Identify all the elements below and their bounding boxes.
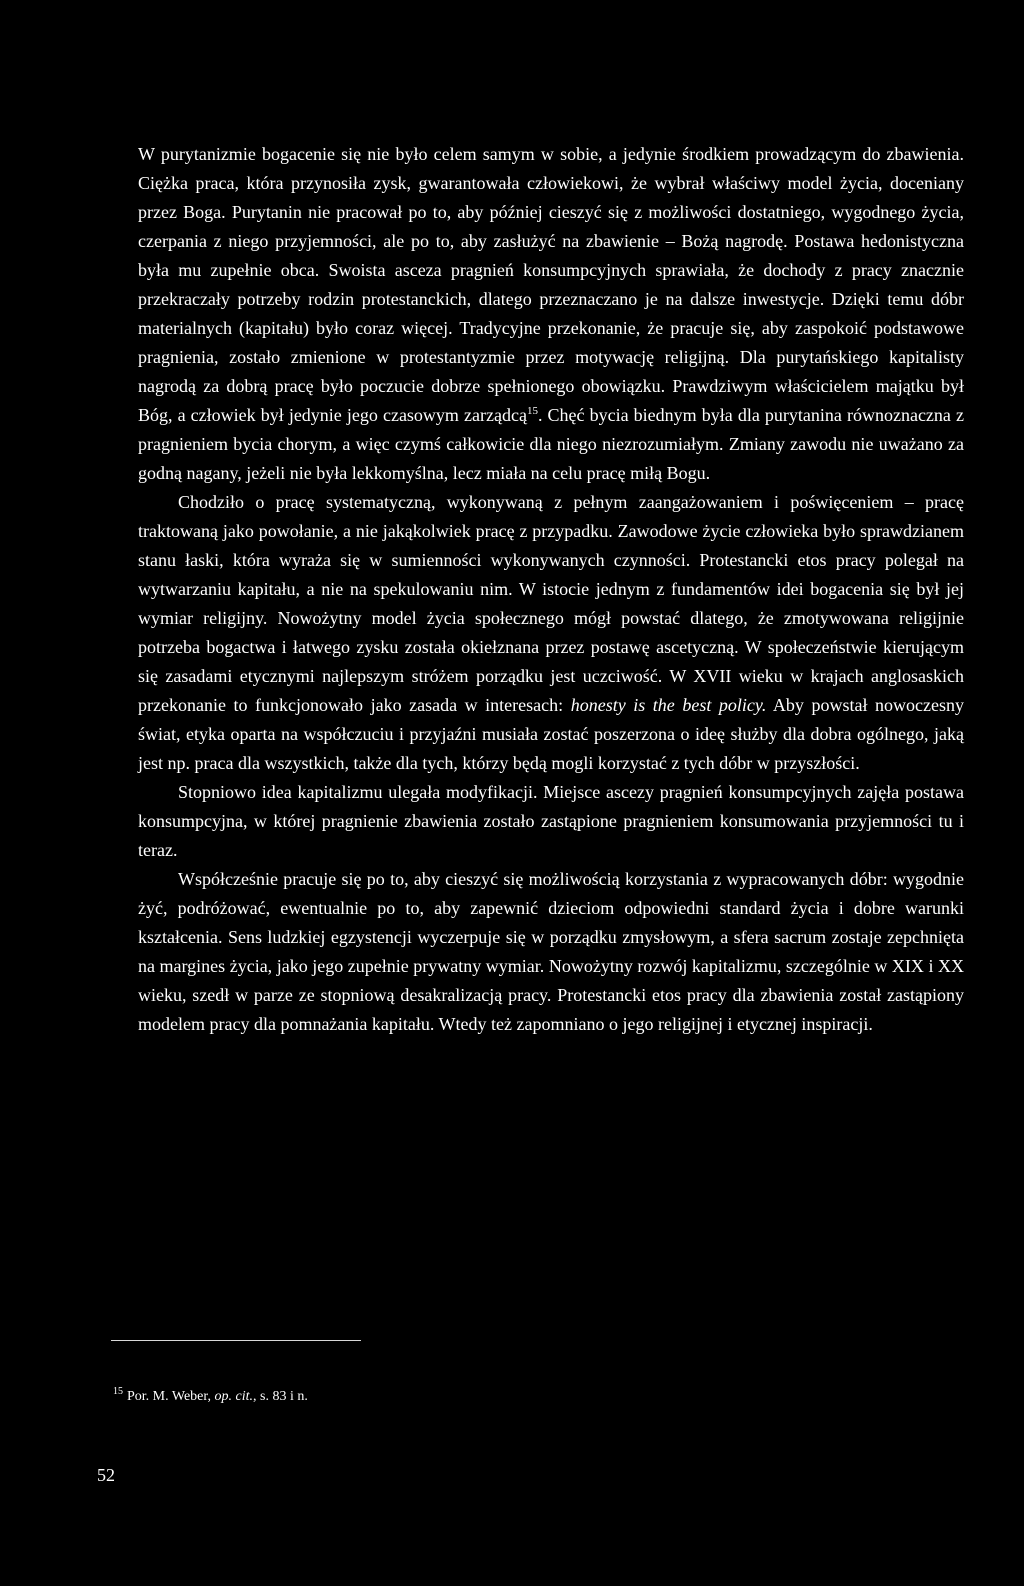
footnote-reference: 15 bbox=[526, 405, 538, 417]
italic-phrase: honesty is the best policy. bbox=[570, 695, 767, 715]
footnote-number: 15 bbox=[113, 1386, 123, 1398]
paragraph bbox=[138, 140, 964, 488]
footnote-text-italic: op. cit. bbox=[214, 1389, 253, 1404]
paragraph bbox=[138, 488, 964, 778]
footnote-text-after: , s. 83 i n. bbox=[253, 1389, 308, 1404]
paragraph-text: Stopniowo idea kapitalizmu ulegała modyfikacji. Miejsce ascezy pragnień konsumpcyjnych zajęła postawa konsumpcyjna, w której pragnienie zbawienia zostało zastąpione pragnieniem konsumowania przyjemności tu i teraz. bbox=[138, 782, 964, 860]
paragraph bbox=[138, 778, 964, 865]
body-text bbox=[138, 140, 964, 1039]
paragraph-text: W purytanizmie bogacenie się nie było celem samym w sobie, a jedynie środkiem prowadzącym do zbawienia. Ciężka praca, która przynosiła zysk, gwarantowała człowiekowi, że wybrał właściwy model życia, doceniany przez Boga. Purytanin nie pracował po to, aby później cieszyć się z możliwości dostatniego, wygodnego życia, czerpania z niego przyjemności, ale po to, aby zasłużyć na zbawienie – Bożą nagrodę. Postawa hedonistyczna była mu zupełnie obca. Swoista asceza pragnień konsumpcyjnych sprawiała, że dochody z pracy znacznie przekraczały potrzeby rodzin protestanckich, dlatego przeznaczano je na dalsze inwestycje. Dzięki temu dóbr materialnych (kapitału) było coraz więcej. Tradycyjne przekonanie, że pracuje się, aby zaspokoić podstawowe pragnienia, zostało zmienione w protestantyzmie przez motywację religijną. Dla purytańskiego kapitalisty nagrodą za dobrą pracę było poczucie dobrze spełnionego obowiązku. Prawdziwym właścicielem majątku był Bóg, a człowiek był jedynie jego czasowym zarządcą bbox=[138, 144, 964, 425]
footnote-separator bbox=[111, 1340, 361, 1341]
page-number: 52 bbox=[97, 1465, 115, 1485]
paragraph-text: Chodziło o pracę systematyczną, wykonywaną z pełnym zaangażowaniem i poświęceniem – pracę traktowaną jako powołanie, a nie jakąkolwiek pracę z przypadku. Zawodowe życie człowieka było sprawdzianem stanu łaski, która wyraża się w sumienności wykonywanych czynności. Protestancki etos pracy polegał na wytwarzaniu kapitału, a nie na spekulowaniu nim. W istocie jednym z fundamentów idei bogacenia się był jej wymiar religijny. Nowożytny model życia społecznego mógł powstać dlatego, że zmotywowana religijnie potrzeba bogactwa i łatwego zysku została okiełznana przez postawę ascetyczną. W społeczeństwie kierującym się zasadami etycznymi najlepszym stróżem porządku jest uczciwość. W XVII wieku w krajach anglosaskich przekonanie to funkcjonowało jako zasada w interesach: bbox=[138, 492, 964, 715]
paragraph-text: Współcześnie pracuje się po to, aby cieszyć się możliwością korzystania z wypracowanych dóbr: wygodnie żyć, podróżować, ewentualnie po to, aby zapewnić dzieciom odpowiedni standard życia i dobre warunki kształcenia. Sens ludzkiej egzystencji wyczerpuje się w porządku zmysłowym, a sfera sacrum zostaje zepchnięta na margines życia, jako jego zupełnie prywatny wymiar. Nowożytny rozwój kapitalizmu, szczególnie w XIX i XX wieku, szedł w parze ze stopniową desakralizacją pracy. Protestancki etos pracy dla zbawienia został zastąpiony modelem pracy dla pomnażania kapitału. Wtedy też zapomniano o jego religijnej i etycznej inspiracji. bbox=[138, 869, 964, 1034]
footnote bbox=[113, 1388, 308, 1406]
footnote-text-before: Por. M. Weber, bbox=[127, 1389, 215, 1404]
paragraph-text: . Chęć bycia biednym była dla purytanina równoznaczna z pragnieniem bycia chorym, a więc czymś całkowicie dla niego niezrozumiałym. Zmiany zawodu nie uważano za godną nagany, jeżeli nie była lekkomyślna, lecz miała na celu pracę miłą Bogu. bbox=[138, 405, 964, 483]
paragraph-text: Aby powstał nowoczesny świat, etyka oparta na współczuciu i przyjaźni musiała zostać poszerzona o ideę służby dla dobra ogólnego, jaką jest np. praca dla wszystkich, także dla tych, którzy będą mogli korzystać z tych dóbr w przyszłości. bbox=[138, 695, 964, 773]
paragraph bbox=[138, 865, 964, 1039]
